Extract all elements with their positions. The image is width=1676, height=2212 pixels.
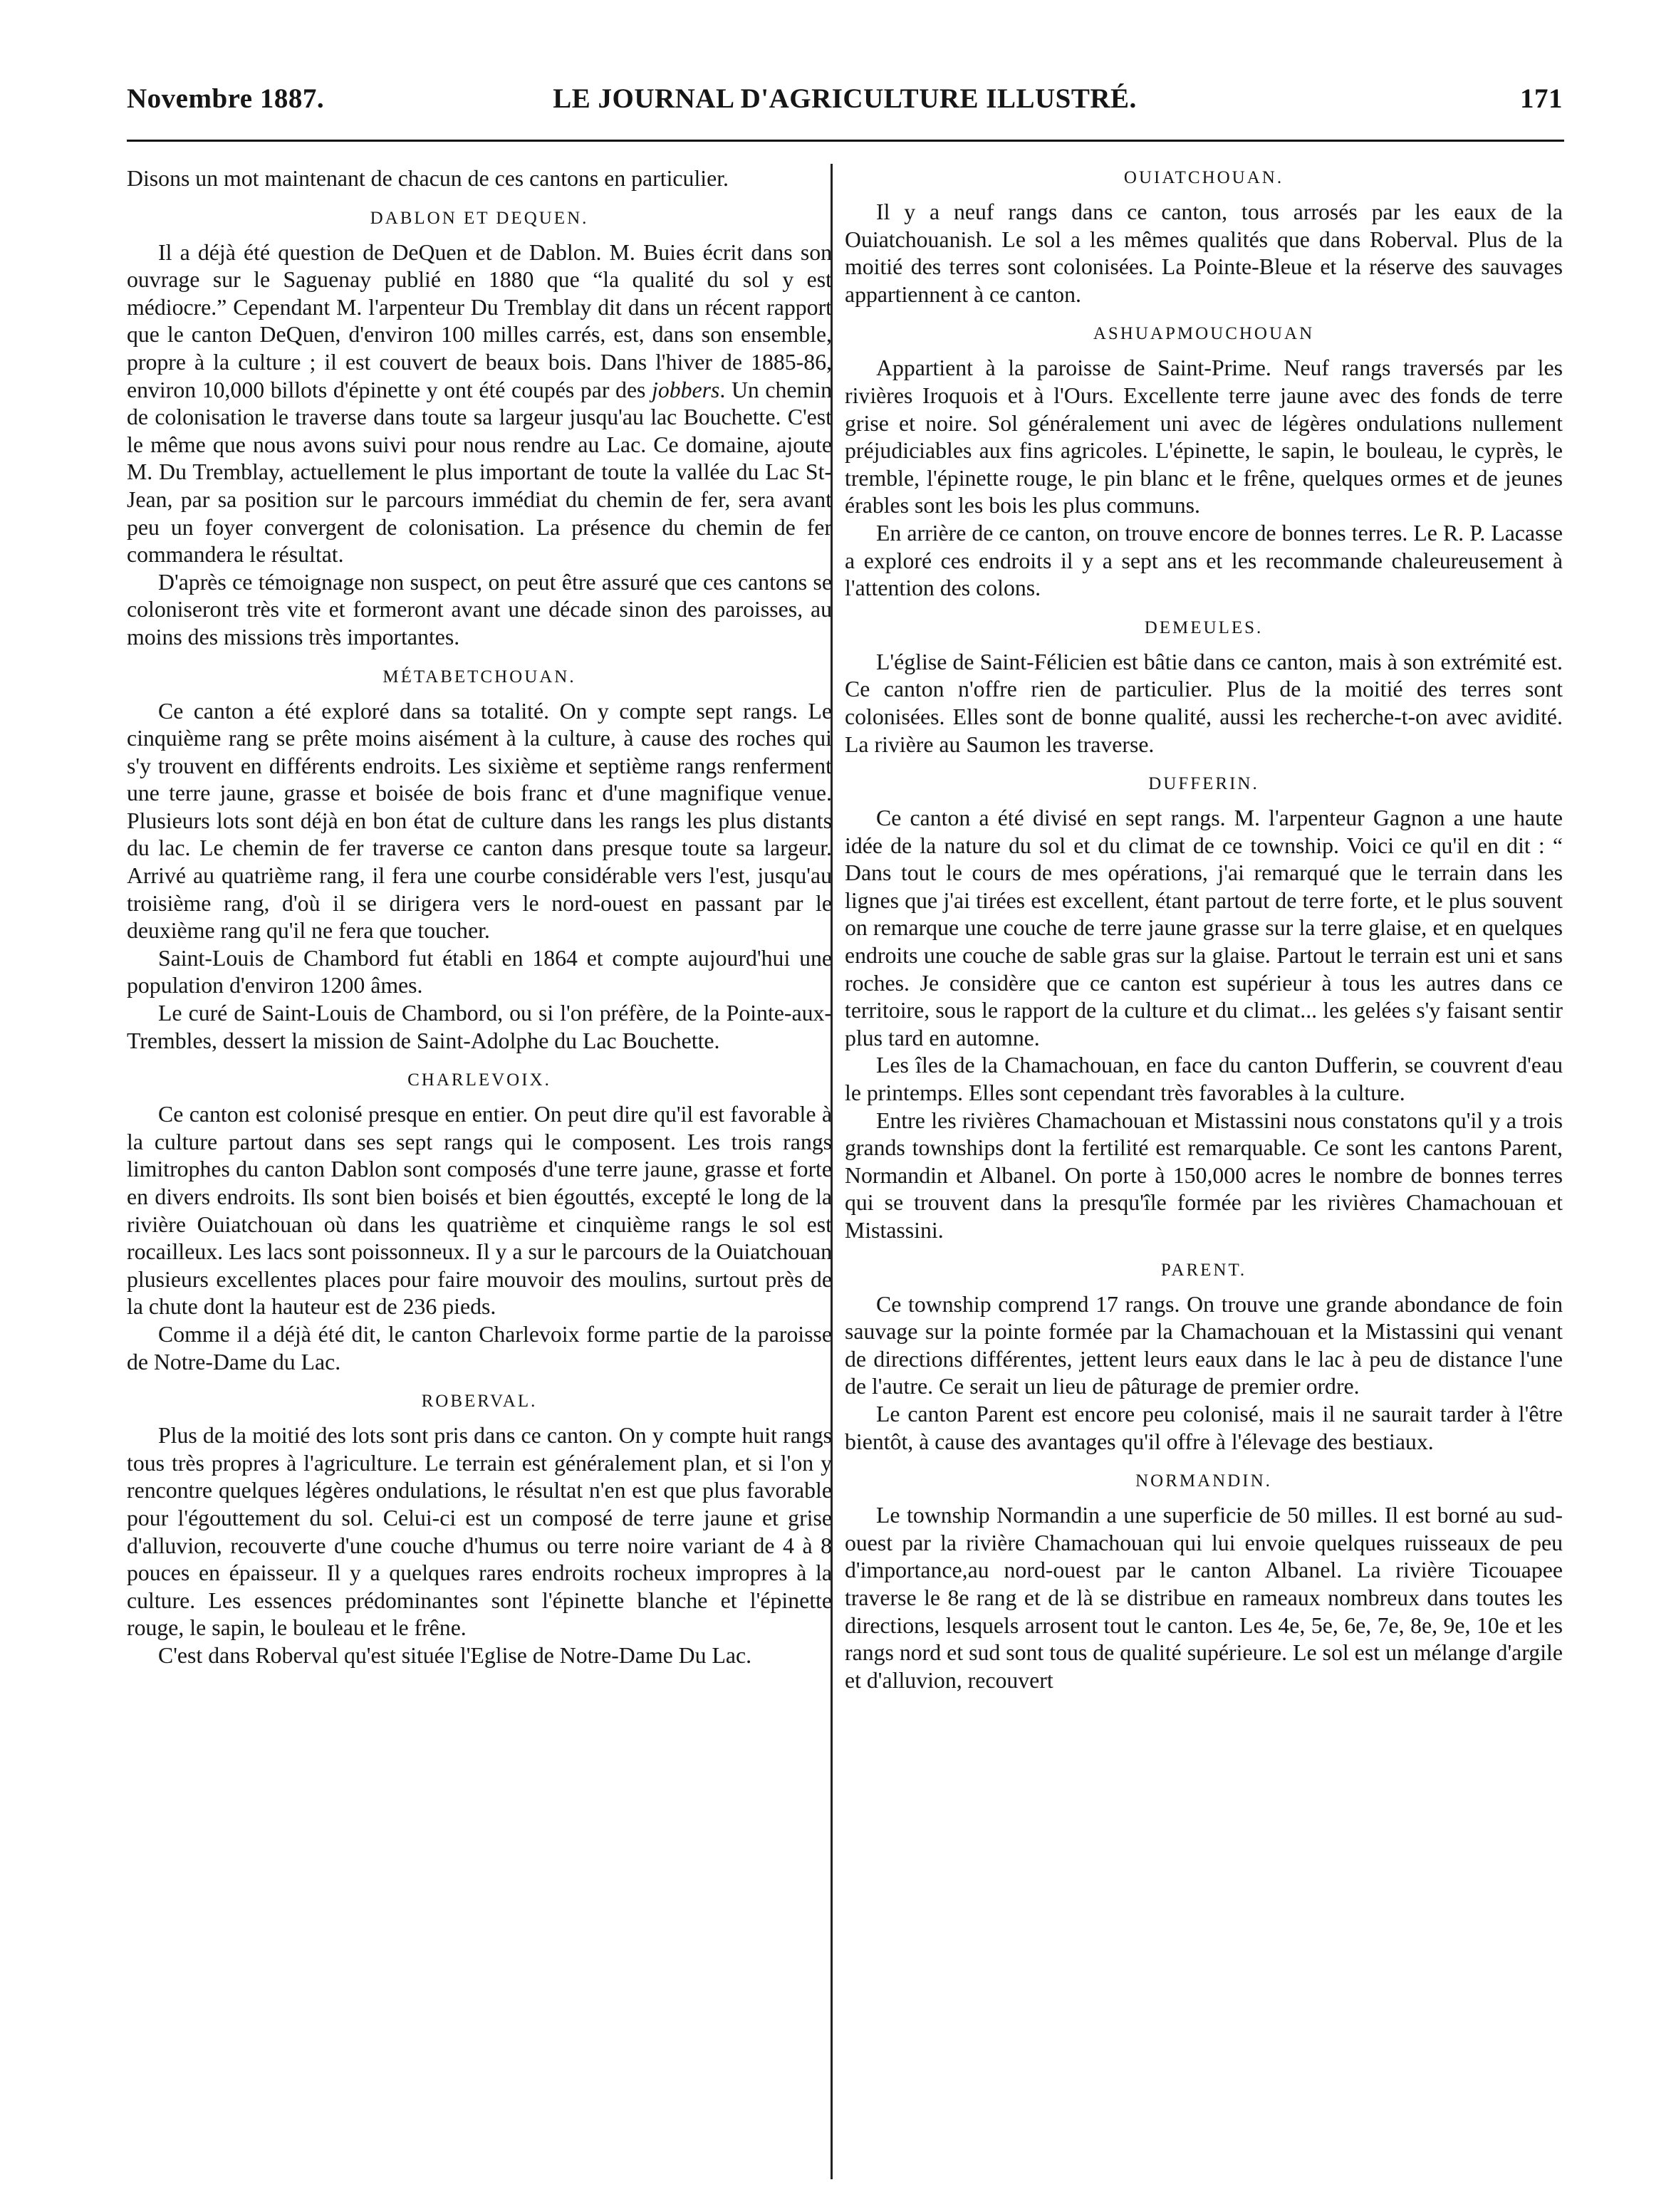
roberval-paragraph-1: Plus de la moitié des lots sont pris dans ce canton. On y compte huit rangs tous très propres à l'agriculture. Le terrain est généralement plan, et si l'on y rencontre quelques légères ondulations, le résultat n'en est que plus favorable pour l'égouttement du sol. Celui-ci est un composé de terre jaune et grise d'alluvion, recouverte d'une couche d'humus ou terre noire variant de 4 à 8 pouces en épaisseur. Il y a quelques rares endroits rocheux impropres à la culture. Les essences prédominantes sont l'épinette blanche et l'épinette rouge, le sapin, le bouleau et le frêne. (127, 1423, 832, 1641)
dablon-italic-word: jobbers (652, 377, 720, 402)
ouiatchouan-paragraph-1: Il y a neuf rangs dans ce canton, tous arrosés par les eaux de la Ouiatchouanish. Le sol a les mêmes qualités que dans Roberval. Plus de la moitié des terres sont colonisées. La Pointe-Bleue et la réserve des sauvages appartiennent à ce canton. (845, 199, 1563, 307)
metabetchouan-paragraph-3: Le curé de Saint-Louis de Chambord, ou si l'on préfère, de la Pointe-aux-Trembles, dessert la mission de Saint-Adolphe du Lac Bouchette. (127, 1001, 832, 1053)
heading-charlevoix: CHARLEVOIX. (407, 1070, 551, 1090)
header-date: Novembre 1887. (127, 83, 325, 114)
ashuapmouchouan-paragraph-1: Appartient à la paroisse de Saint-Prime. Neuf rangs traversés par les rivières Iroquois et à l'Ours. Excellente terre jaune avec des fonds de terre grise et noire. Sol généralement uni avec de légères ondulations nullement préjudiciables aux fins agricoles. L'épinette, le sapin, le bouleau, le cyprès, le tremble, l'épinette rouge, le pin blanc et le frêne, quelques ormes et de jeunes érables sont les bois les plus communs. (845, 355, 1563, 518)
demeules-paragraph-1: L'église de Saint-Félicien est bâtie dans ce canton, mais à son extrémité est. Ce canton n'offre rien de particulier. Plus de la moitié des terres sont colonisées. Elles sont de bonne qualité, aussi les recherche-t-on avec avidité. La rivière au Saumon les traverse. (845, 649, 1563, 757)
metabetchouan-paragraph-2: Saint-Louis de Chambord fut établi en 1864 et compte aujourd'hui une population d'environ 1200 âmes. (127, 945, 832, 998)
dablon-paragraph-2: D'après ce témoignage non suspect, on peut être assuré que ces cantons se coloniseront très vite et formeront avant une décade sinon des paroisses, au moins des missions très importantes. (127, 569, 832, 649)
heading-ashuapmouchouan: ASHUAPMOUCHOUAN (1093, 324, 1315, 344)
heading-dufferin: DUFFERIN. (1148, 774, 1259, 794)
dablon-paragraph-1 (127, 239, 832, 569)
roberval-paragraph-2: C'est dans Roberval qu'est située l'Eglise de Notre-Dame Du Lac. (158, 1642, 752, 1668)
right-column (845, 165, 1563, 1694)
charlevoix-paragraph-1: Ce canton est colonisé presque en entier. On peut dire qu'il est favorable à la culture partout dans ses sept rangs qui le composent. Les trois rangs limitrophes du canton Dablon sont composés d'une terre jaune, grasse et forte en divers endroits. Ils sont bien boisés et bien égouttés, excepté le long de la rivière Ouiatchouan où dans les quatrième et cinquième rangs le sol est rocailleux. Les lacs sont poissonneux. Il y a sur le parcours de la Ouiatchouan plusieurs excellentes places pour faire mouvoir des moulins, surtout près de la chute dont la hauteur est de 236 pieds. (127, 1102, 832, 1320)
ashuapmouchouan-paragraph-2: En arrière de ce canton, on trouve encore de bonnes terres. Le R. P. Lacasse a exploré ces endroits il y a sept ans et les recommande chaleureusement à l'attention des colons. (845, 520, 1563, 601)
dablon-text-a: Il a déjà été question de DeQuen et de Dablon. M. Buies écrit dans son ouvrage sur le Saguenay publié en 1880 que “la qualité du sol y est médiocre.” Cependant M. l'arpenteur Du Tremblay dit dans un récent rapport que le canton DeQuen, d'environ 100 milles carrés, est, dans son ensemble, propre à la culture ; il est couvert de beaux bois. Dans l'hiver de 1885-86, environ 10,000 billots d'épinette y ont été coupés par des (127, 239, 832, 402)
heading-dablon: DABLON ET DEQUEN. (370, 208, 589, 228)
header-rule (127, 140, 1564, 142)
heading-metabetchouan: MÉTABETCHOUAN. (382, 667, 576, 687)
heading-demeules: DEMEULES. (1144, 617, 1264, 637)
metabetchouan-paragraph-1: Ce canton a été exploré dans sa totalité. On y compte sept rangs. Le cinquième rang se prête moins aisément à la culture, à cause des roches qui s'y trouvent en différents endroits. Les sixième et septième rangs renferment une terre jaune, grasse et boisée de bois franc et d'une magnifique venue. Plusieurs lots sont déjà en bon état de culture dans les rangs les plus distants du lac. Le chemin de fer traverse ce canton dans presque toute sa largeur. Arrivé au quatrième rang, il fera une courbe considérable vers l'est, jusqu'au troisième rang, d'où il se dirigera vers le nord-ouest en passant par le deuxième rang qu'il ne fera que toucher. (127, 698, 832, 944)
heading-normandin: NORMANDIN. (1135, 1471, 1272, 1491)
dablon-text-b: . Un chemin de colonisation le traverse dans toute sa largeur jusqu'au lac Bouchette. C'est le même que nous avons suivi pour nous rendre au Lac. Ce domaine, ajoute M. Du Tremblay, actuellement le plus important de toute la vallée du Lac St-Jean, par sa position sur le parcours immédiat du chemin de fer, sera avant peu un foyer convergent de colonisation. La présence du chemin de fer commandera le résultat. (127, 377, 832, 568)
charlevoix-paragraph-2: Comme il a déjà été dit, le canton Charlevoix forme partie de la paroisse de Notre-Dame du Lac. (127, 1321, 832, 1374)
intro-paragraph: Disons un mot maintenant de chacun de ces cantons en particulier. (127, 166, 729, 191)
heading-parent: PARENT. (1160, 1260, 1247, 1280)
heading-roberval: ROBERVAL. (421, 1392, 538, 1412)
page-number: 171 (1520, 83, 1563, 114)
heading-ouiatchouan: OUIATCHOUAN. (1123, 168, 1284, 187)
normandin-paragraph-1: Le township Normandin a une superficie de 50 milles. Il est borné au sud-ouest par la rivière Chamachouan qui lui envoie quelques ruisseaux de peu d'importance,au nord-ouest par le canton Albanel. La rivière Ticouapee traverse le 8e rang et de là se distribue en rameaux nombreux dans toutes les directions, lesquels arrosent tout le canton. Les 4e, 5e, 6e, 7e, 8e, 9e, 10e et les rangs nord et sud sont tous de qualité supérieure. Le sol est un mélange d'argile et d'alluvion, recouvert (845, 1503, 1563, 1693)
parent-paragraph-2: Le canton Parent est encore peu colonisé, mais il ne saurait tarder à l'être bientôt, à cause des avantages qu'il offre à l'élevage des bestiaux. (845, 1401, 1563, 1454)
dufferin-paragraph-3: Entre les rivières Chamachouan et Mistassini nous constatons qu'il y a trois grands townships dont la fertilité est remarquable. Ce sont les cantons Parent, Normandin et Albanel. On porte à 150,000 acres le nombre de bonnes terres qui se trouvent dans la presqu'île formée par les rivières Chamachouan et Mistassini. (845, 1107, 1563, 1243)
dufferin-paragraph-2: Les îles de la Chamachouan, en face du canton Dufferin, se couvrent d'eau le printemps. Elles sont cependant très favorables à la culture. (845, 1053, 1563, 1106)
parent-paragraph-1: Ce township comprend 17 rangs. On trouve une grande abondance de foin sauvage sur la pointe formée par la Chamachouan et la Mistassini qui venant de directions différentes, jettent leurs eaux dans le lac à peu de distance l'une de l'autre. Ce serait un lieu de pâturage de premier ordre. (845, 1291, 1563, 1399)
journal-title: LE JOURNAL D'AGRICULTURE ILLUSTRÉ. (553, 83, 1137, 114)
page-header (127, 83, 1563, 125)
dufferin-paragraph-1: Ce canton a été divisé en sept rangs. M. l'arpenteur Gagnon a une haute idée de la nature du sol et du climat de ce township. Voici ce qu'il en dit : “ Dans tout le cours de mes opérations, j'ai remarqué que le terrain dans les lignes que j'ai tirées est excellent, étant partout de terre forte, et le plus souvent on remarque une couche de terre jaune grasse sur la terre glaise, et en quelques endroits une couche de sable gras sur la glaise. Partout le terrain est uni et sans roches. Je considère que ce canton est supérieur à tous les autres dans ce territoire, sous le rapport de la culture et du climat... les gelées s'y faisant sentir plus tard en automne. (845, 805, 1563, 1050)
left-column (127, 165, 832, 1670)
